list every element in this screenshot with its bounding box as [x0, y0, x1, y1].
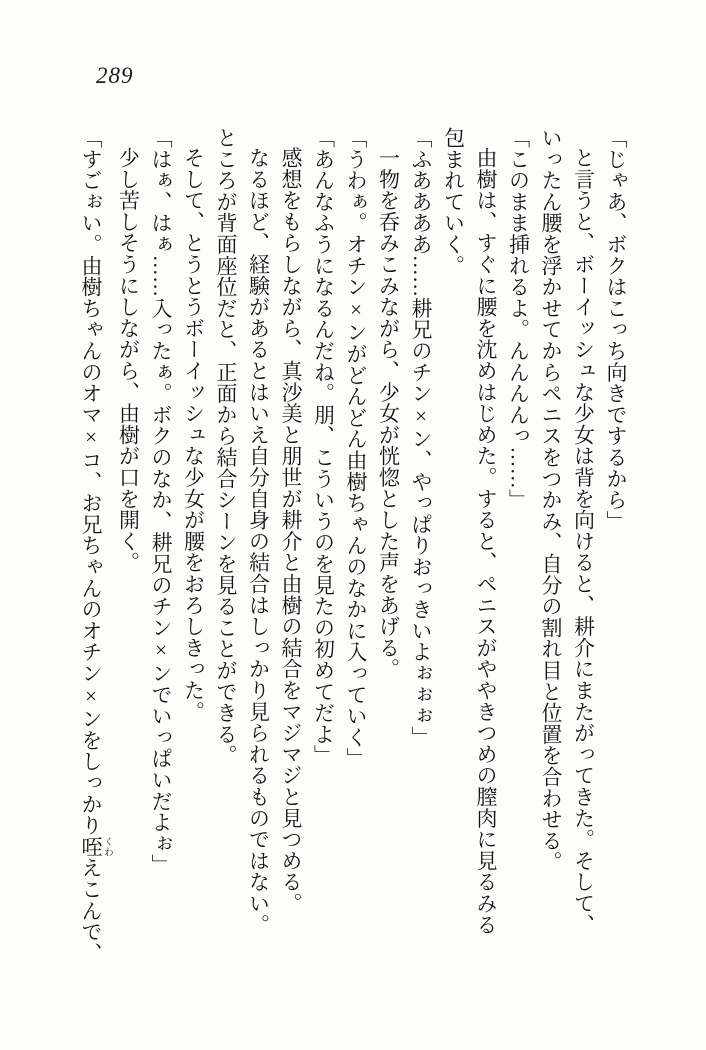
text-column: 「すごぉい。由樹ちゃんのオマ×コ、お兄ちゃんのオチン×ンをしっかり咥 くわえこんで、	[79, 127, 112, 964]
text-column: 包まれていく。	[441, 127, 466, 277]
text-column: 「はぁ、はぁ……入ったぁ。ボクのなか、耕兄のチン×ンでいっぱいだよぉ」	[149, 127, 173, 876]
ruby-annotated-char: 咥 くわ	[79, 835, 112, 858]
body-text	[75, 127, 633, 977]
text-column: 「あんなふうになるんだね。朋、こういうのを見たの初めてだよ」	[311, 127, 336, 766]
text-column: 少し苦しそうにしながら、由樹が口を開く。	[116, 147, 141, 573]
text-column: 感想をもらしながら、真沙美と朋世が耕介と由樹の結合をマジマジと見つめる。	[279, 147, 303, 914]
text-column: 一物を呑みこみながら、少女が恍惚とした声をあげる。	[376, 147, 401, 680]
text-column: と言うと、ボーイッシュな少女は背を向けると、耕介にまたがってきた。そして、	[571, 147, 596, 936]
text-column: いったん腰を浮かせてからペニスをつかみ、自分の割れ目と位置を合わせる。	[539, 127, 563, 873]
text-column: 「ふああああ……耕兄のチン×ン、やっぱりおっきいよぉぉぉ」	[409, 127, 433, 748]
text-column: なるほど、経験があるとはいえ自分自身の結合はしっかり見られるものではない。	[246, 147, 271, 936]
text-column: 「このまま挿れるよ。んんんんっ……」	[506, 127, 531, 511]
text-column: 由樹は、すぐに腰を沈めはじめた。すると、ペニスがややきつめの膣肉に見るみる	[474, 147, 498, 936]
page-number: 289	[96, 63, 134, 88]
text-column: そして、とうとうボーイッシュな少女が腰をおろしきった。	[181, 147, 206, 723]
text-column: ところが背面座位だと、正面から結合シーンを見ることができる。	[214, 127, 238, 766]
text-column: 「じゃあ、ボクはこっち向きでするから」	[604, 127, 628, 532]
text-column: 「うわぁ。オチン×ンがどんどん由樹ちゃんのなかに入っていく」	[344, 127, 368, 769]
